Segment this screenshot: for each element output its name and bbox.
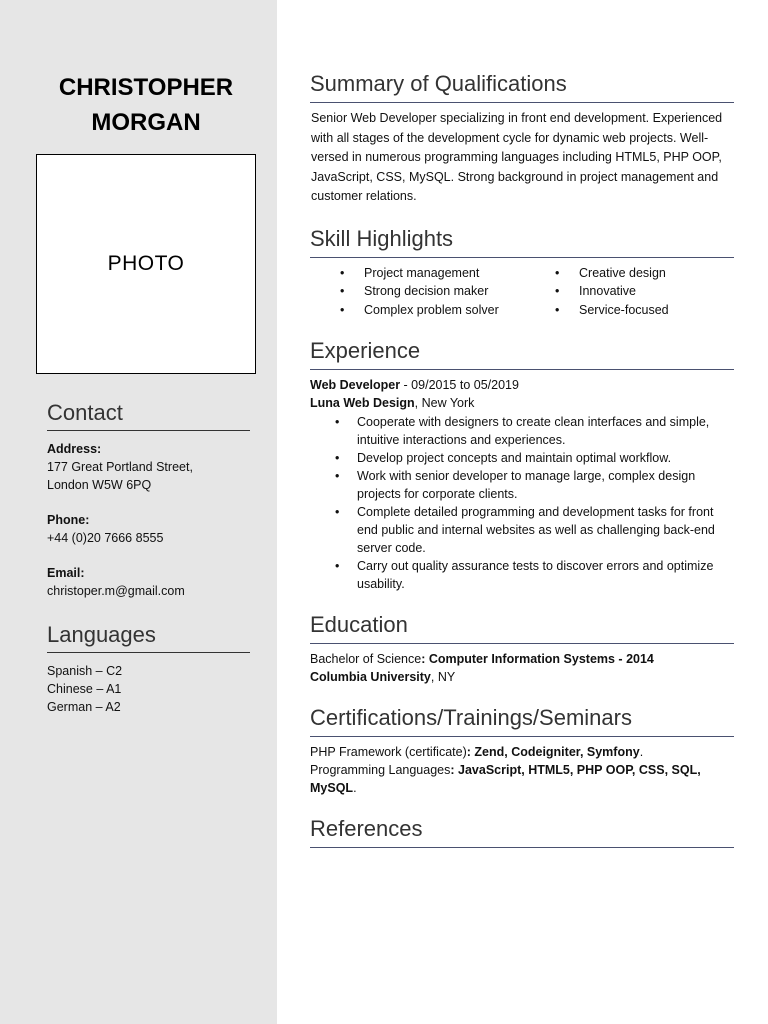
certification-line-1 <box>310 743 734 761</box>
school-name: Columbia University <box>310 670 431 684</box>
address-label: Address: <box>47 442 102 456</box>
job-title-line <box>310 376 734 394</box>
name-first: CHRISTOPHER <box>58 74 234 101</box>
main-content <box>310 68 734 864</box>
languages-heading: Languages <box>47 620 250 653</box>
experience-heading: Experience <box>310 335 734 370</box>
skill-item: • Innovative <box>555 282 669 301</box>
duty-item: • Carry out quality assurance tests to discover errors and optimize usability. <box>357 557 734 593</box>
skill-item: • Service-focused <box>555 301 669 320</box>
address-line-1: 177 Great Portland Street, <box>47 460 193 474</box>
skills-column-2 <box>555 264 669 320</box>
company-name: Luna Web Design <box>310 396 415 410</box>
phone-value: +44 (0)20 7666 8555 <box>47 531 164 545</box>
resume-name <box>20 70 272 140</box>
education-heading: Education <box>310 609 734 644</box>
references-heading: References <box>310 813 734 848</box>
skills-list <box>310 264 734 320</box>
contact-details <box>47 440 250 600</box>
duties-list <box>310 413 734 593</box>
duty-item: • Cooperate with designers to create clean interfaces and simple, intuitive interactions and experiences. <box>357 413 734 449</box>
summary-heading: Summary of Qualifications <box>310 68 734 103</box>
email-value: christoper.m@gmail.com <box>47 584 185 598</box>
phone-label: Phone: <box>47 513 90 527</box>
skill-item: • Strong decision maker <box>340 282 555 301</box>
sidebar <box>0 0 277 1024</box>
skill-item: • Complex problem solver <box>340 301 555 320</box>
address-line-2: London W5W 6PQ <box>47 478 152 492</box>
name-last: MORGAN <box>91 109 201 136</box>
languages-list <box>47 662 250 716</box>
certifications-heading: Certifications/Trainings/Seminars <box>310 702 734 737</box>
cert-label: Programming Languages <box>310 763 451 777</box>
education-section <box>310 609 734 686</box>
cert-value: : Zend, Codeigniter, Symfony <box>466 745 640 759</box>
contact-heading: Contact <box>47 398 250 431</box>
skills-section <box>310 223 734 320</box>
certification-line-2 <box>310 761 734 797</box>
job-dates: - 09/2015 to 05/2019 <box>400 378 519 392</box>
experience-section <box>310 335 734 593</box>
company-location: , New York <box>414 396 475 410</box>
degree-line <box>310 650 734 668</box>
duty-item: • Complete detailed programming and development tasks for front end public and internal websites as well as challenging back-end server code. <box>357 503 734 557</box>
cert-end: . <box>639 745 644 759</box>
duty-item: • Develop project concepts and maintain optimal workflow. <box>357 449 734 467</box>
skills-heading: Skill Highlights <box>310 223 734 258</box>
contact-section <box>47 398 250 600</box>
summary-section <box>310 68 734 207</box>
skill-item: • Project management <box>340 264 555 283</box>
company-line <box>310 394 734 412</box>
skill-item: • Creative design <box>555 264 669 283</box>
languages-section <box>47 620 250 716</box>
certifications-section <box>310 702 734 797</box>
language-item: German – A2 <box>47 700 121 714</box>
photo-placeholder <box>36 154 256 374</box>
skills-column-1 <box>340 264 555 320</box>
school-location: , NY <box>430 670 456 684</box>
references-section <box>310 813 734 848</box>
language-item: Spanish – C2 <box>47 664 123 678</box>
summary-text: Senior Web Developer specializing in front end development. Experienced with all stages of the development cycle for dynamic web projects. Well-versed in numerous programming languages including HTML5, PHP OOP, JavaScript, CSS, MySQL. Strong background in project management and customer relations. <box>311 111 723 203</box>
email-label: Email: <box>47 566 85 580</box>
photo-label: PHOTO <box>107 252 185 275</box>
language-item: Chinese – A1 <box>47 682 122 696</box>
school-line <box>310 668 734 686</box>
cert-value: : JavaScript, HTML5, PHP OOP, CSS, SQL, MySQL <box>310 763 701 795</box>
cert-label: PHP Framework (certificate) <box>310 745 467 759</box>
duty-item: • Work with senior developer to manage large, complex design projects for corporate clients. <box>357 467 734 503</box>
job-title: Web Developer <box>310 378 401 392</box>
cert-end: . <box>353 781 357 795</box>
degree-field: : Computer Information Systems - 2014 <box>421 652 654 666</box>
degree-name: Bachelor of Science <box>310 652 422 666</box>
